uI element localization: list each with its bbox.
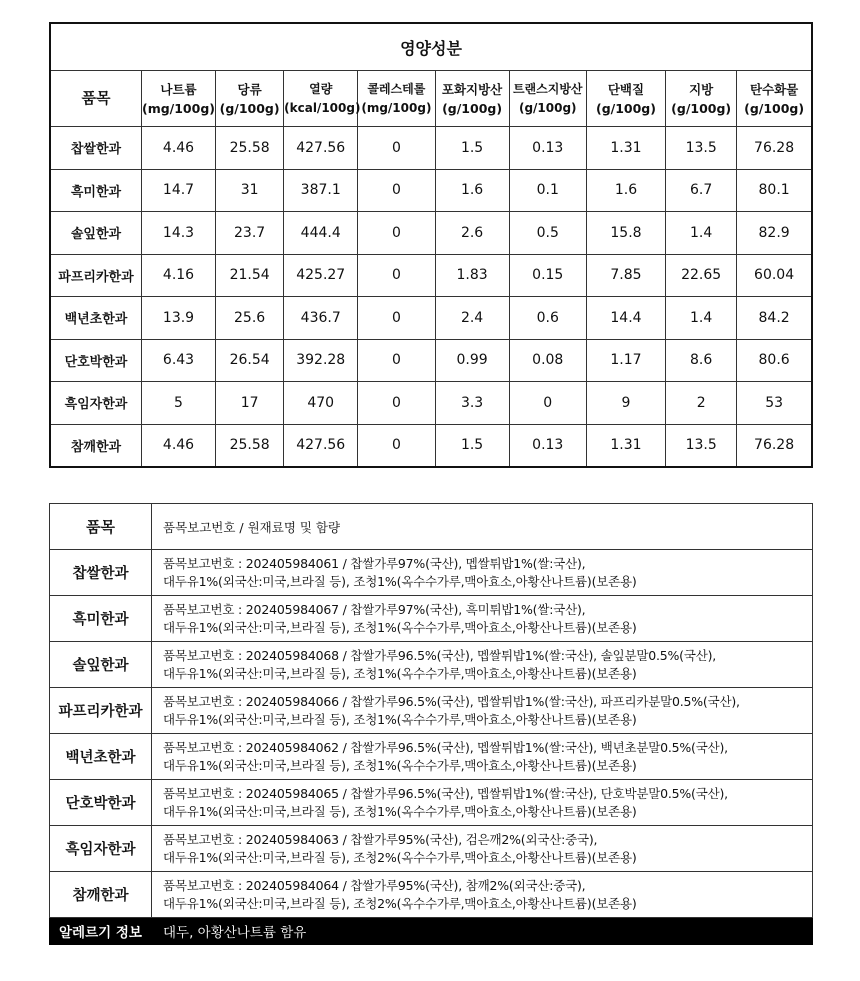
nutrition-cell-sat-fat: 1.5 [435, 127, 509, 170]
ingredient-desc [152, 688, 813, 734]
nutrition-cell-cholesterol: 0 [358, 297, 435, 340]
col-header-fat: 지방 (g/100g) [666, 71, 737, 127]
nutrition-cell-trans-fat: 0.13 [509, 424, 586, 467]
col-header-trans-fat: 트랜스지방산 (g/100g) [509, 71, 586, 127]
ingredient-item-name: 흑미한과 [50, 596, 152, 642]
nutrition-cell-trans-fat: 0.5 [509, 212, 586, 255]
ingredient-item-name: 찹쌀한과 [50, 550, 152, 596]
nutrition-cell-fat: 8.6 [666, 339, 737, 382]
nutrition-header-row [50, 71, 812, 127]
nutrition-cell-sodium: 14.7 [141, 169, 215, 212]
ingredients-header-desc: 품목보고번호 / 원재료명 및 함량 [152, 504, 813, 550]
ingredients-header-row [50, 504, 813, 550]
nutrition-cell-calories: 427.56 [284, 127, 358, 170]
nutrition-cell-carbs: 82.9 [737, 212, 812, 255]
nutrition-item-name: 단호박한과 [50, 339, 141, 382]
nutrition-cell-trans-fat: 0.15 [509, 254, 586, 297]
nutrition-cell-sodium: 4.16 [141, 254, 215, 297]
nutrition-cell-sugar: 25.58 [216, 424, 284, 467]
ingredient-desc-line1: 품목보고번호 : 202405984062 / 찹쌀가루96.5%(국산), 멥쌀튀밥1%(쌀:국산), 백년초분말0.5%(국산), [163, 739, 728, 755]
nutrition-cell-cholesterol: 0 [358, 254, 435, 297]
col-header-cholesterol: 콜레스테롤 (mg/100g) [358, 71, 435, 127]
nutrition-cell-carbs: 60.04 [737, 254, 812, 297]
nutrition-cell-fat: 13.5 [666, 424, 737, 467]
nutrition-cell-sodium: 4.46 [141, 127, 215, 170]
ingredient-item-name: 참깨한과 [50, 872, 152, 918]
nutrition-cell-carbs: 80.6 [737, 339, 812, 382]
nutrition-cell-sodium: 13.9 [141, 297, 215, 340]
col-header-calories: 열량 (kcal/100g) [284, 71, 358, 127]
nutrition-cell-fat: 1.4 [666, 297, 737, 340]
col-header-sat-fat: 포화지방산 (g/100g) [435, 71, 509, 127]
ingredient-desc-line2: 대두유1%(외국산:미국,브라질 등), 조청1%(옥수수가루,맥아효소,아황산나트륨)(보존용) [163, 619, 637, 635]
ingredient-desc [152, 596, 813, 642]
nutrition-cell-trans-fat: 0 [509, 382, 586, 425]
ingredient-row [50, 780, 813, 826]
ingredient-row [50, 734, 813, 780]
nutrition-cell-cholesterol: 0 [358, 169, 435, 212]
nutrition-cell-sodium: 14.3 [141, 212, 215, 255]
ingredient-desc [152, 826, 813, 872]
nutrition-cell-trans-fat: 0.13 [509, 127, 586, 170]
allergy-row [50, 918, 813, 945]
nutrition-row [50, 297, 812, 340]
ingredient-desc-line1: 품목보고번호 : 202405984061 / 찹쌀가루97%(국산), 멥쌀튀밥1%(쌀:국산), [163, 555, 586, 571]
ingredient-desc-line2: 대두유1%(외국산:미국,브라질 등), 조청2%(옥수수가루,맥아효소,아황산나트륨)(보존용) [163, 849, 637, 865]
nutrition-cell-sat-fat: 2.6 [435, 212, 509, 255]
nutrition-cell-sugar: 21.54 [216, 254, 284, 297]
ingredient-desc-line1: 품목보고번호 : 202405984064 / 찹쌀가루95%(국산), 참깨2%(외국산:중국), [163, 877, 586, 893]
ingredient-row [50, 642, 813, 688]
nutrition-cell-calories: 427.56 [284, 424, 358, 467]
nutrition-cell-sodium: 4.46 [141, 424, 215, 467]
ingredient-desc-line1: 품목보고번호 : 202405984066 / 찹쌀가루96.5%(국산), 멥쌀튀밥1%(쌀:국산), 파프리카분말0.5%(국산), [163, 693, 740, 709]
ingredient-item-name: 단호박한과 [50, 780, 152, 826]
nutrition-row [50, 127, 812, 170]
nutrition-item-name: 찹쌀한과 [50, 127, 141, 170]
nutrition-table [49, 22, 813, 468]
nutrition-title: 영양성분 [50, 23, 812, 71]
nutrition-cell-fat: 13.5 [666, 127, 737, 170]
nutrition-cell-sat-fat: 1.83 [435, 254, 509, 297]
ingredient-desc-line2: 대두유1%(외국산:미국,브라질 등), 조청1%(옥수수가루,맥아효소,아황산나트륨)(보존용) [163, 711, 637, 727]
nutrition-cell-protein: 1.31 [586, 127, 665, 170]
col-header-protein: 단백질 (g/100g) [586, 71, 665, 127]
ingredient-desc [152, 550, 813, 596]
nutrition-cell-calories: 444.4 [284, 212, 358, 255]
col-header-sodium: 나트륨 (mg/100g) [141, 71, 215, 127]
nutrition-cell-protein: 9 [586, 382, 665, 425]
nutrition-cell-sodium: 6.43 [141, 339, 215, 382]
ingredient-desc-line2: 대두유1%(외국산:미국,브라질 등), 조청2%(옥수수가루,맥아효소,아황산나트륨)(보존용) [163, 895, 637, 911]
nutrition-cell-trans-fat: 0.1 [509, 169, 586, 212]
allergy-value: 대두, 아황산나트륨 함유 [152, 918, 813, 945]
nutrition-cell-protein: 1.31 [586, 424, 665, 467]
nutrition-cell-calories: 436.7 [284, 297, 358, 340]
ingredient-item-name: 흑임자한과 [50, 826, 152, 872]
nutrition-cell-trans-fat: 0.6 [509, 297, 586, 340]
nutrition-cell-carbs: 80.1 [737, 169, 812, 212]
ingredient-row [50, 688, 813, 734]
col-header-carbs: 탄수화물 (g/100g) [737, 71, 812, 127]
ingredient-desc [152, 734, 813, 780]
nutrition-item-name: 파프리카한과 [50, 254, 141, 297]
col-header-item: 품목 [50, 71, 141, 127]
nutrition-cell-carbs: 76.28 [737, 127, 812, 170]
nutrition-cell-calories: 387.1 [284, 169, 358, 212]
ingredient-desc-line1: 품목보고번호 : 202405984068 / 찹쌀가루96.5%(국산), 멥쌀튀밥1%(쌀:국산), 솔잎분말0.5%(국산), [163, 647, 717, 663]
col-header-sugar: 당류 (g/100g) [216, 71, 284, 127]
nutrition-cell-sugar: 23.7 [216, 212, 284, 255]
nutrition-cell-protein: 7.85 [586, 254, 665, 297]
nutrition-row [50, 339, 812, 382]
ingredient-row [50, 872, 813, 918]
nutrition-cell-carbs: 84.2 [737, 297, 812, 340]
nutrition-cell-carbs: 76.28 [737, 424, 812, 467]
nutrition-cell-cholesterol: 0 [358, 424, 435, 467]
ingredient-row [50, 596, 813, 642]
nutrition-cell-fat: 22.65 [666, 254, 737, 297]
nutrition-cell-fat: 2 [666, 382, 737, 425]
nutrition-item-name: 솔잎한과 [50, 212, 141, 255]
ingredient-row [50, 826, 813, 872]
nutrition-cell-calories: 470 [284, 382, 358, 425]
nutrition-cell-sugar: 26.54 [216, 339, 284, 382]
nutrition-cell-protein: 1.17 [586, 339, 665, 382]
ingredient-item-name: 솔잎한과 [50, 642, 152, 688]
nutrition-item-name: 흑임자한과 [50, 382, 141, 425]
ingredient-item-name: 백년초한과 [50, 734, 152, 780]
ingredient-desc-line2: 대두유1%(외국산:미국,브라질 등), 조청1%(옥수수가루,맥아효소,아황산나트륨)(보존용) [163, 573, 637, 589]
nutrition-item-name: 흑미한과 [50, 169, 141, 212]
nutrition-row [50, 254, 812, 297]
nutrition-cell-sugar: 25.6 [216, 297, 284, 340]
nutrition-cell-sat-fat: 3.3 [435, 382, 509, 425]
ingredients-table [49, 503, 813, 945]
ingredient-desc [152, 642, 813, 688]
nutrition-cell-protein: 15.8 [586, 212, 665, 255]
ingredient-desc-line1: 품목보고번호 : 202405984063 / 찹쌀가루95%(국산), 검은깨2%(외국산:중국), [163, 831, 598, 847]
ingredient-desc [152, 872, 813, 918]
nutrition-cell-sat-fat: 1.5 [435, 424, 509, 467]
nutrition-row [50, 382, 812, 425]
ingredient-desc-line2: 대두유1%(외국산:미국,브라질 등), 조청1%(옥수수가루,맥아효소,아황산나트륨)(보존용) [163, 665, 637, 681]
nutrition-cell-protein: 1.6 [586, 169, 665, 212]
nutrition-cell-calories: 425.27 [284, 254, 358, 297]
nutrition-cell-sugar: 17 [216, 382, 284, 425]
nutrition-item-name: 참깨한과 [50, 424, 141, 467]
ingredients-header-item: 품목 [50, 504, 152, 550]
nutrition-cell-sat-fat: 0.99 [435, 339, 509, 382]
ingredient-item-name: 파프리카한과 [50, 688, 152, 734]
ingredient-row [50, 550, 813, 596]
ingredient-desc-line1: 품목보고번호 : 202405984067 / 찹쌀가루97%(국산), 흑미튀밥1%(쌀:국산), [163, 601, 586, 617]
nutrition-cell-carbs: 53 [737, 382, 812, 425]
ingredient-desc-line2: 대두유1%(외국산:미국,브라질 등), 조청1%(옥수수가루,맥아효소,아황산나트륨)(보존용) [163, 757, 637, 773]
nutrition-cell-calories: 392.28 [284, 339, 358, 382]
ingredient-desc [152, 780, 813, 826]
nutrition-cell-sat-fat: 1.6 [435, 169, 509, 212]
nutrition-cell-sat-fat: 2.4 [435, 297, 509, 340]
ingredient-desc-line1: 품목보고번호 : 202405984065 / 찹쌀가루96.5%(국산), 멥쌀튀밥1%(쌀:국산), 단호박분말0.5%(국산), [163, 785, 728, 801]
nutrition-row [50, 212, 812, 255]
allergy-label: 알레르기 정보 [50, 918, 152, 945]
nutrition-cell-fat: 1.4 [666, 212, 737, 255]
nutrition-row [50, 424, 812, 467]
nutrition-cell-trans-fat: 0.08 [509, 339, 586, 382]
nutrition-cell-sodium: 5 [141, 382, 215, 425]
ingredient-desc-line2: 대두유1%(외국산:미국,브라질 등), 조청1%(옥수수가루,맥아효소,아황산나트륨)(보존용) [163, 803, 637, 819]
nutrition-row [50, 169, 812, 212]
nutrition-cell-cholesterol: 0 [358, 212, 435, 255]
nutrition-cell-cholesterol: 0 [358, 382, 435, 425]
nutrition-cell-fat: 6.7 [666, 169, 737, 212]
nutrition-cell-protein: 14.4 [586, 297, 665, 340]
nutrition-cell-cholesterol: 0 [358, 127, 435, 170]
nutrition-cell-cholesterol: 0 [358, 339, 435, 382]
nutrition-cell-sugar: 25.58 [216, 127, 284, 170]
nutrition-cell-sugar: 31 [216, 169, 284, 212]
nutrition-item-name: 백년초한과 [50, 297, 141, 340]
